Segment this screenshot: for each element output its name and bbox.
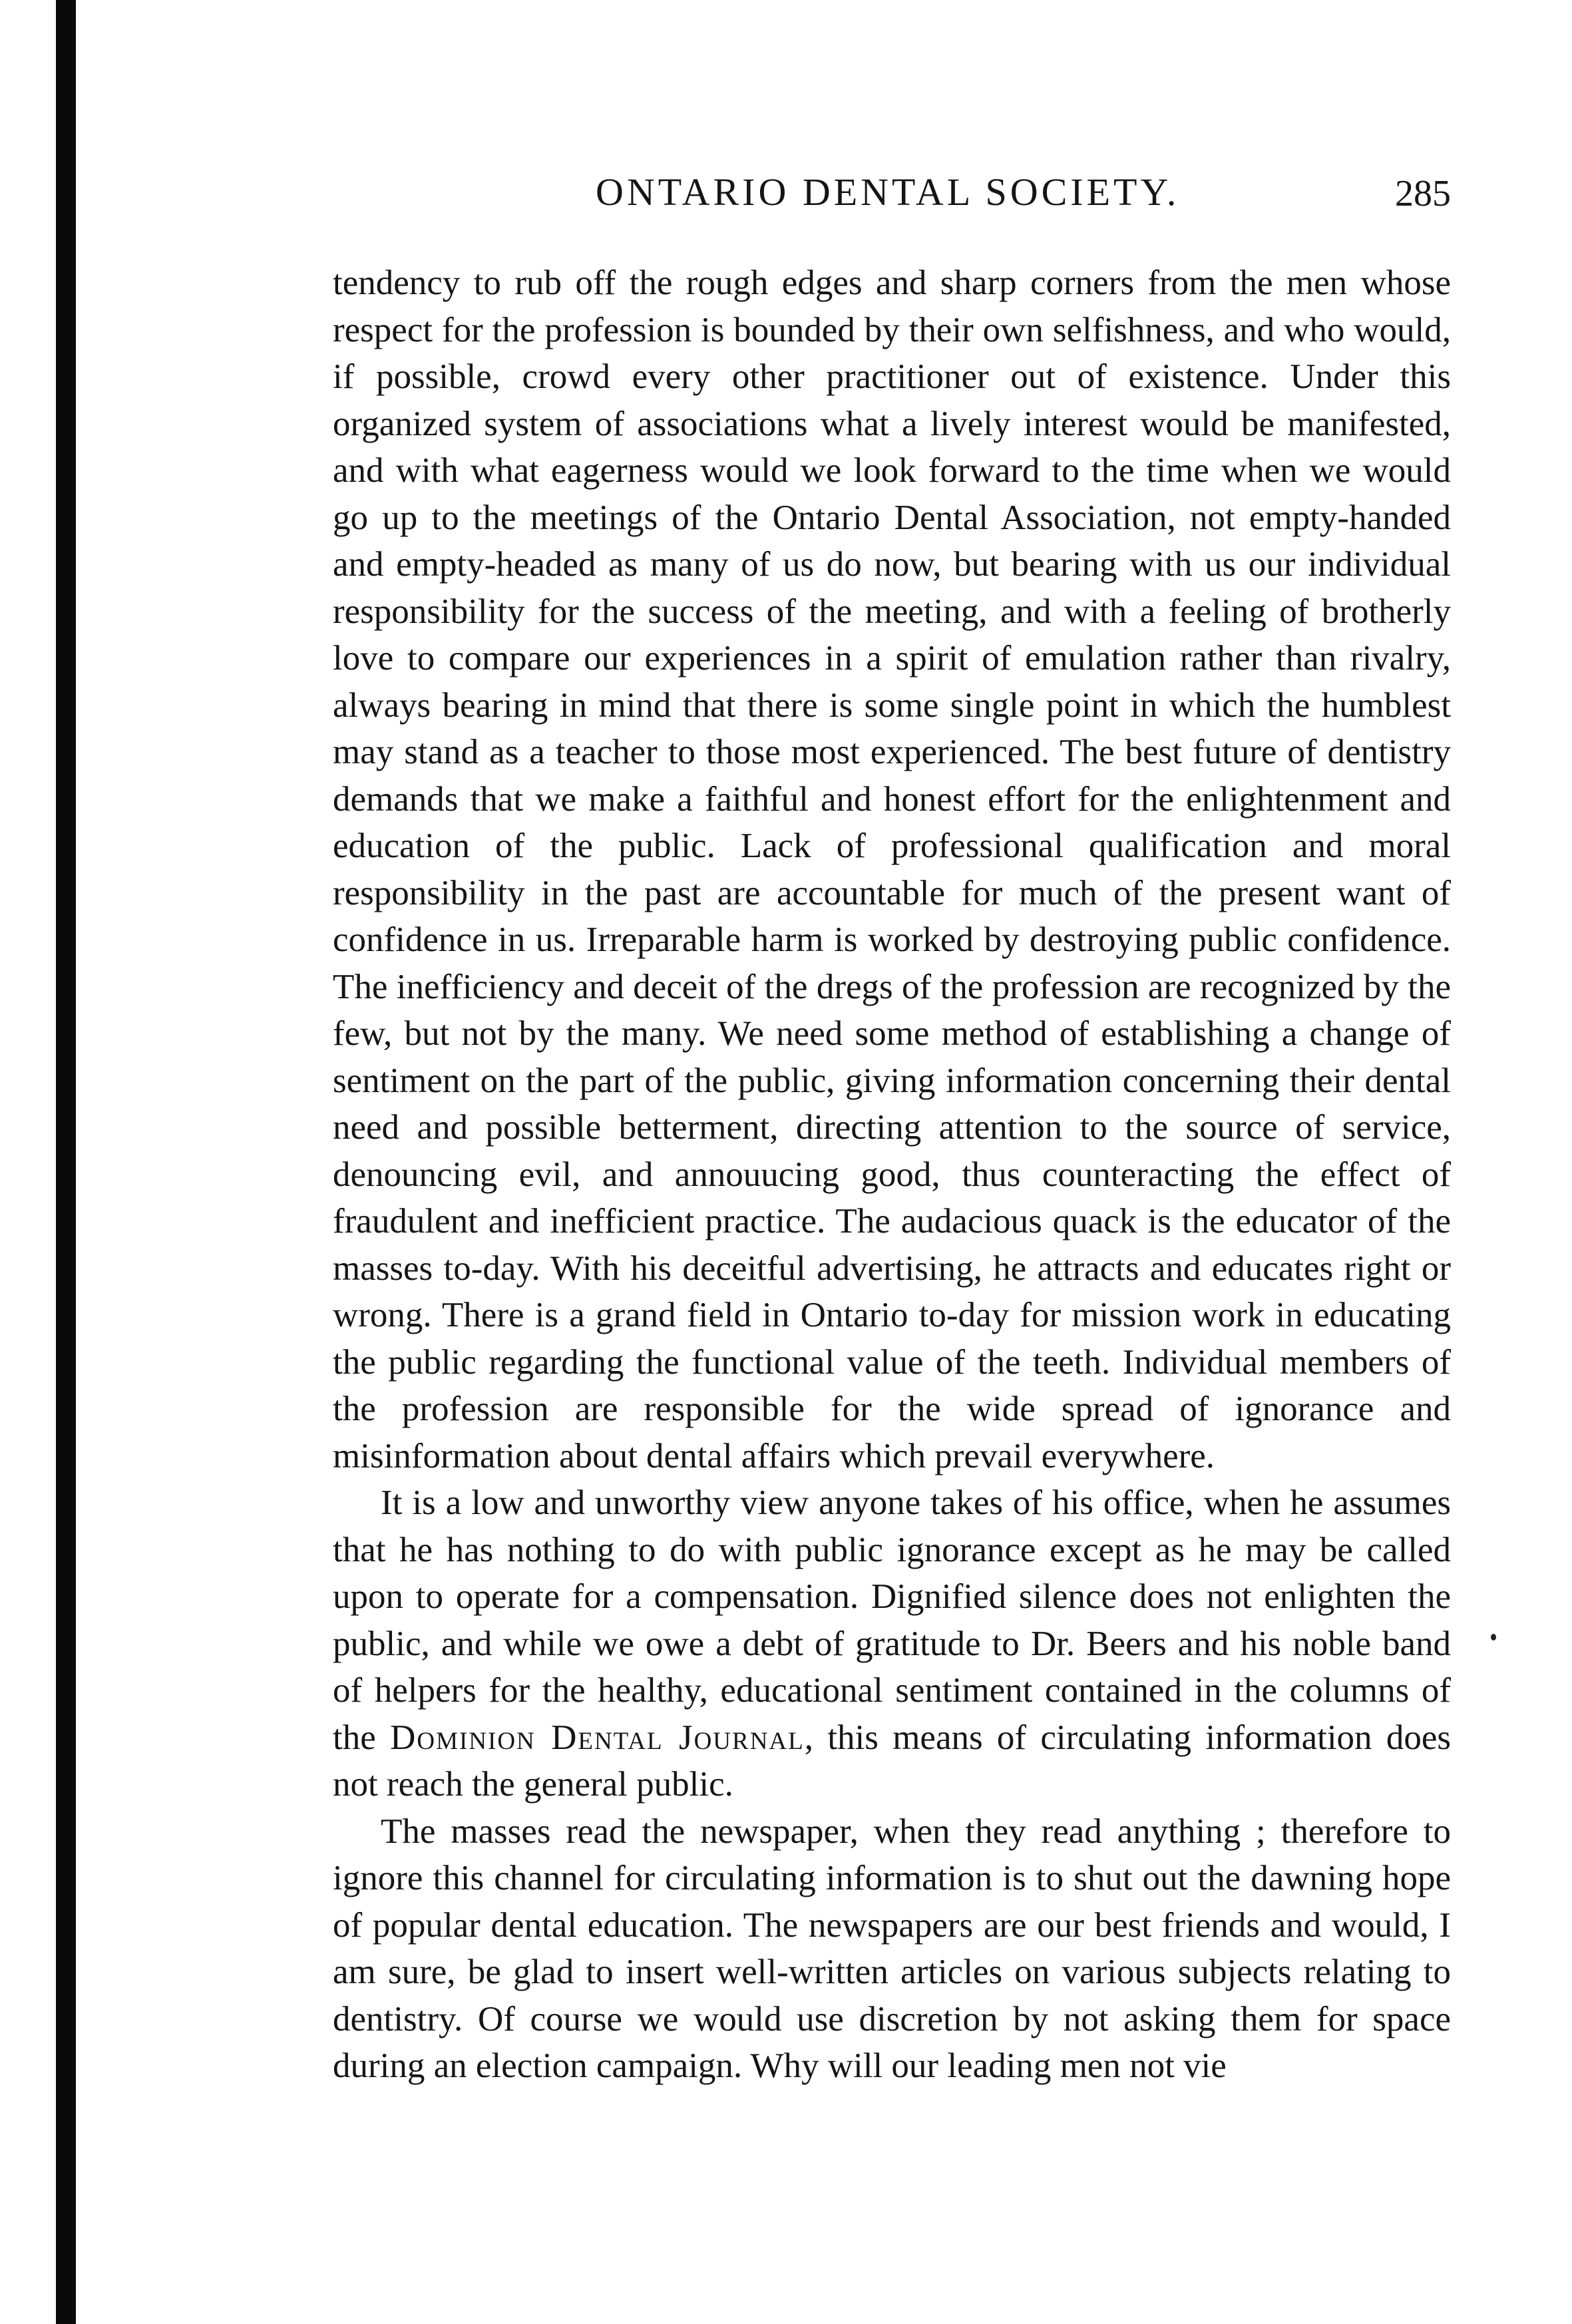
journal-title: Dominion Dental Journal xyxy=(390,1718,805,1757)
paragraph-2-text-start: It is a low and unworthy view anyone takes of his office, when he assumes that he has nothing to do with public ignorance except as he may be called upon to operate for a compensation. Dignified silence does not enlighten the public, and while we owe a debt of gratitude to Dr. Beers and his noble band of helpers for the healthy, educational sentiment contained in the columns of the xyxy=(333,1483,1451,1757)
paragraph-3: The masses read the newspaper, when they read anything ; therefore to ignore this channel for circulating information is to shut out the dawning hope of popular dental education. The newspapers are our best friends and would, I am sure, be glad to insert well-written articles on various subjects relating to dentistry. Of course we would use discretion by not asking them for space during an election campaign. Why will our leading men not vie xyxy=(333,1812,1451,2085)
running-title: ONTARIO DENTAL SOCIETY. xyxy=(596,170,1180,214)
paragraph-2-text-end: , this means of circulating information does not reach the general public. xyxy=(333,1718,1452,1804)
page-header xyxy=(333,156,1451,216)
page-binding-edge xyxy=(56,0,76,2324)
paragraph-1: tendency to rub off the rough edges and sharp corners from the men whose respect for the profession is bounded by their own selfishness, and who would, if possible, crowd every other practitioner out of existence. Under this organized system of associations what a lively interest would be manifested, and with what eagerness would we look forward to the time when we would go up to the meetings of the Ontario Dental Association, not empty-handed and empty-headed as many of us do now, but bearing with us our individual responsibility for the success of the meeting, and with a feeling of brotherly love to compare our experiences in a spirit of emulation rather than rivalry, always bearing in mind that there is some single point in which the humblest may stand as a teacher to those most experienced. The best future of dentistry demands that we make a faithful and honest effort for the enlightenment and education of the public. Lack of professional qualification and moral responsibility in the past are accountable for much of the present want of confidence in us. Irreparable harm is worked by destroying public confidence. The inefficiency and deceit of the dregs of the profession are recognized by the few, but not by the many. We need some method of establishing a change of sentiment on the part of the public, giving information concerning their dental need and possible betterment, directing attention to the source of service, denouncing evil, and annouucing good, thus counteracting the effect of fraudulent and inefficient practice. The audacious quack is the educator of the masses to-day. With his deceitful advertising, he attracts and educates right or wrong. There is a grand field in Ontario to-day for mission work in educating the public regarding the functional value of the teeth. Individual members of the profession are responsible for the wide spread of ignorance and misinformation about dental affairs which prevail everywhere. xyxy=(333,264,1451,1475)
body-text xyxy=(333,260,1451,2090)
page-number: 285 xyxy=(1395,173,1451,214)
paragraph-2 xyxy=(333,1479,1451,1808)
ink-speck xyxy=(1491,1634,1496,1641)
